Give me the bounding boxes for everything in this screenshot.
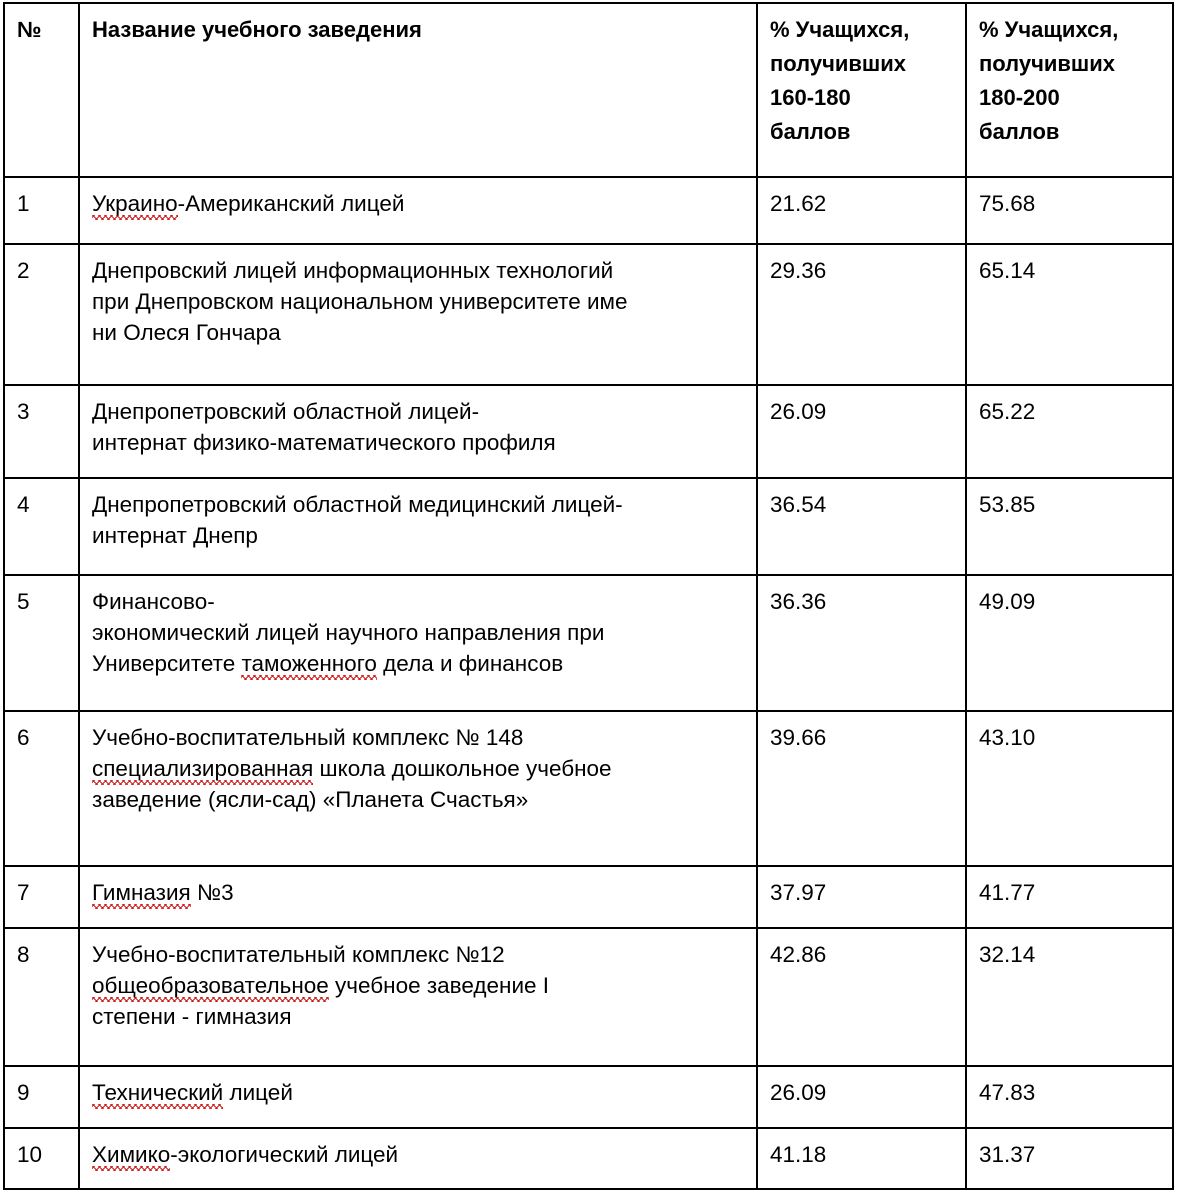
percent-160-180-value: 42.86: [757, 928, 966, 1066]
column-header-percent-160-180: [757, 3, 966, 177]
row-number: 1: [4, 177, 79, 244]
institution-name: [79, 1066, 757, 1128]
row-number: 4: [4, 478, 79, 575]
row-number: 10: [4, 1128, 79, 1189]
table-row: [4, 177, 1173, 244]
row-number: 5: [4, 575, 79, 711]
name-line-2-post: учебное заведение I: [328, 973, 550, 999]
row-number: 7: [4, 866, 79, 928]
name-line-1: Учебно-воспитательный комплекс №12: [92, 942, 505, 967]
misspelled-word: таможенного: [241, 651, 376, 680]
percent-180-200-value: 41.77: [966, 866, 1173, 928]
table-row: [4, 478, 1173, 575]
name-line-1: Днепропетровский областной лицей-: [92, 399, 480, 424]
name-rest: №3: [190, 880, 234, 905]
percent-180-200-value: 75.68: [966, 177, 1173, 244]
header-line-1: % Учащихся,: [770, 17, 910, 42]
name-line-1: Днепровский лицей информационных технологий: [92, 258, 614, 283]
table-header: [4, 3, 1173, 177]
institution-name: [79, 177, 757, 244]
institution-name: [79, 928, 757, 1066]
name-line-1: Учебно-воспитательный комплекс № 148: [92, 725, 524, 750]
misspelled-word: Украино: [92, 191, 178, 220]
name-rest: лицей: [223, 1080, 293, 1105]
table-row: [4, 244, 1173, 385]
name-line-3-pre: Университете: [92, 651, 242, 677]
table-row: [4, 866, 1173, 928]
name-line-2: интернат физико-математического профиля: [92, 430, 556, 456]
percent-160-180-value: 26.09: [757, 385, 966, 478]
name-rest: -Американский лицей: [177, 191, 405, 216]
table-body: [4, 177, 1173, 1189]
institution-name: [79, 478, 757, 575]
name-line-1: Финансово-: [92, 589, 215, 614]
school-rating-table: [3, 2, 1174, 1190]
institution-name: [79, 385, 757, 478]
row-number: 6: [4, 711, 79, 866]
percent-180-200-value: 53.85: [966, 478, 1173, 575]
percent-180-200-value: 32.14: [966, 928, 1173, 1066]
row-number: 2: [4, 244, 79, 385]
percent-180-200-value: 65.14: [966, 244, 1173, 385]
percent-160-180-value: 26.09: [757, 1066, 966, 1128]
percent-160-180-value: 21.62: [757, 177, 966, 244]
header-line-2: получивших: [979, 51, 1116, 77]
header-line-3: 180-200: [979, 85, 1060, 111]
header-line-4: баллов: [979, 119, 1060, 145]
column-header-institution-name: Название учебного заведения: [79, 3, 757, 177]
misspelled-word: Химико: [92, 1142, 170, 1171]
table-row: [4, 385, 1173, 478]
percent-180-200-value: 47.83: [966, 1066, 1173, 1128]
header-row: [4, 3, 1173, 177]
name-line-2-post: школа дошкольное учебное: [313, 756, 612, 782]
name-line-2: экономический лицей научного направления при: [92, 620, 605, 646]
table-row: [4, 1066, 1173, 1128]
percent-160-180-value: 29.36: [757, 244, 966, 385]
name-line-2: интернат Днепр: [92, 523, 258, 549]
header-line-4: баллов: [770, 119, 851, 145]
row-number: 9: [4, 1066, 79, 1128]
header-line-3: 160-180: [770, 85, 851, 111]
table-row: [4, 575, 1173, 711]
misspelled-word: Гимназия: [92, 880, 191, 909]
header-line-2: получивших: [770, 51, 907, 77]
name-line-3-post: дела и финансов: [376, 651, 564, 677]
table-row: [4, 711, 1173, 866]
institution-name: [79, 711, 757, 866]
percent-180-200-value: 43.10: [966, 711, 1173, 866]
percent-160-180-value: 36.36: [757, 575, 966, 711]
institution-name: [79, 575, 757, 711]
percent-160-180-value: 36.54: [757, 478, 966, 575]
misspelled-word: общеобразовательное: [92, 973, 329, 1002]
institution-name: [79, 1128, 757, 1189]
institution-name: [79, 866, 757, 928]
name-rest: -экологический лицей: [170, 1142, 399, 1167]
percent-180-200-value: 65.22: [966, 385, 1173, 478]
misspelled-word: Технический: [92, 1080, 223, 1109]
row-number: 8: [4, 928, 79, 1066]
name-line-3: ни Олеся Гончара: [92, 320, 281, 346]
percent-180-200-value: 49.09: [966, 575, 1173, 711]
percent-160-180-value: 39.66: [757, 711, 966, 866]
name-line-3: степени - гимназия: [92, 1004, 292, 1030]
table-row: [4, 1128, 1173, 1189]
percent-180-200-value: 31.37: [966, 1128, 1173, 1189]
misspelled-word: специализированная: [92, 756, 313, 785]
rating-table-container: [3, 2, 1172, 1190]
percent-160-180-value: 37.97: [757, 866, 966, 928]
institution-name: [79, 244, 757, 385]
name-line-1: Днепропетровский областной медицинский лицей-: [92, 492, 623, 517]
name-line-2: при Днепровском национальном университете име: [92, 289, 628, 315]
name-line-3: заведение (ясли-сад) «Планета Счастья»: [92, 787, 529, 813]
header-line-1: % Учащихся,: [979, 17, 1119, 42]
percent-160-180-value: 41.18: [757, 1128, 966, 1189]
table-row: [4, 928, 1173, 1066]
column-header-number: №: [4, 3, 79, 177]
column-header-percent-180-200: [966, 3, 1173, 177]
row-number: 3: [4, 385, 79, 478]
